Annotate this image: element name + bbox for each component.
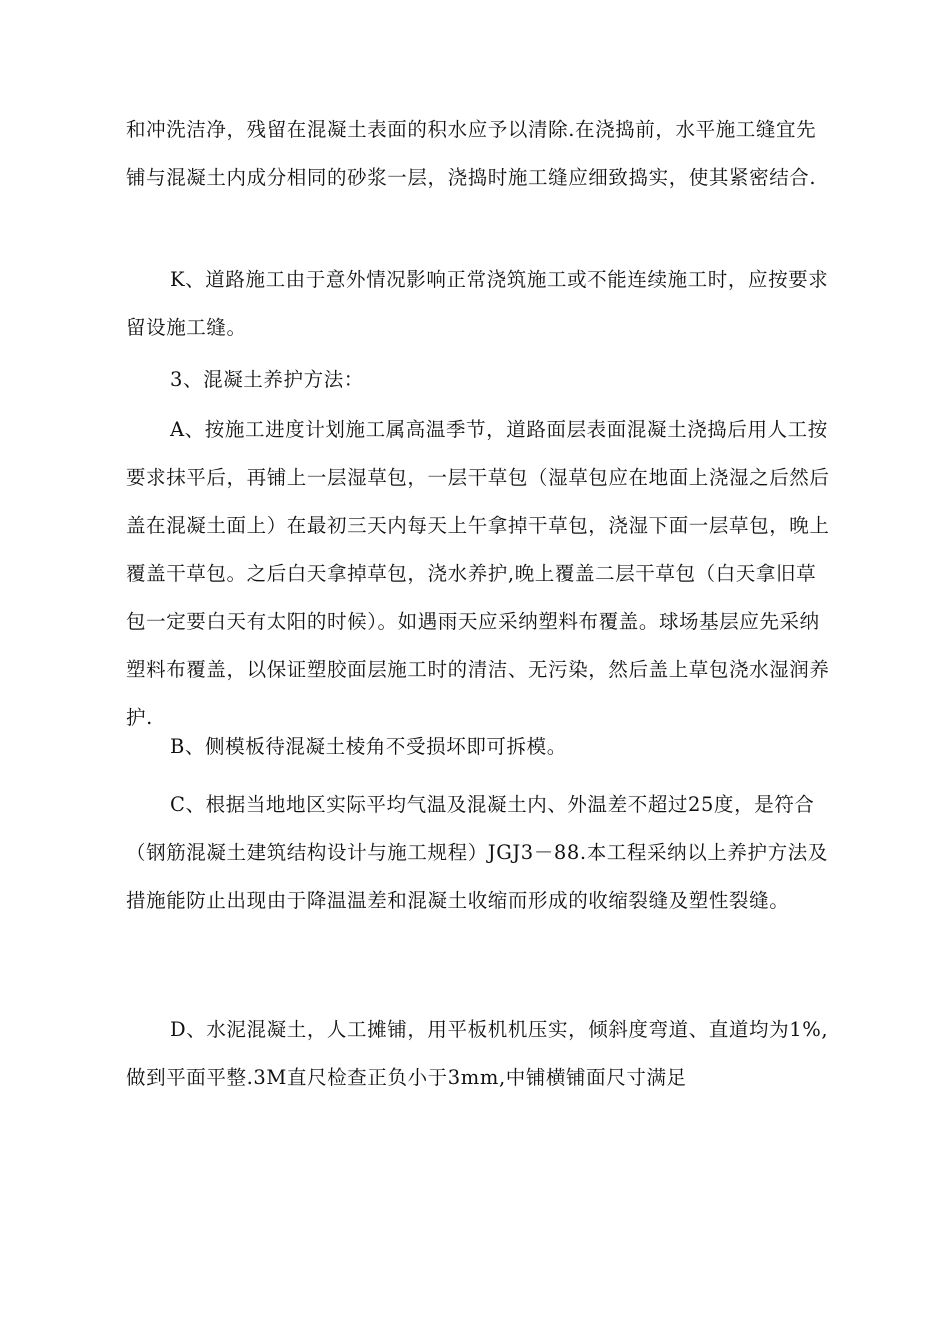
paragraph-b-formwork-removal: B、侧模板待混凝土棱角不受损坏即可拆模。 (170, 735, 567, 758)
paragraph-a-curing-procedure: A、按施工进度计划施工属高温季节，道路面层表面混凝土浇捣后用人工按要求抹平后，再铺上一层湿草包，一层干草包（湿草包应在地面上浇湿之后然后盖在混凝土面上）在最初三天内每天上午拿掉干草包，浇湿下面一层草包，晚上覆盖干草包。之后白天拿掉草包，浇水养护,晚上覆盖二层干草包（白天拿旧草包一定要白天有太阳的时候）。如遇雨天应采纳塑料布覆盖。球场基层应先采纳塑料布覆盖，以保证塑胶面层施工时的清洁、无污染，然后盖上草包浇水湿润养护. (126, 418, 830, 729)
paragraph-k-construction-joint: K、道路施工由于意外情况影响正常浇筑施工或不能连续施工时，应按要求留设施工缝。 (126, 268, 829, 339)
paragraph-d-paving-requirements: D、水泥混凝土，人工摊铺，用平板机机压实，倾斜度弯道、直道均为1%,做到平面平整.3M直尺检查正负小于3mm,中铺横铺面尺寸满足 (126, 1018, 829, 1089)
paragraph-washing-joint: 和冲洗洁净，残留在混凝土表面的积水应予以清除.在浇捣前，水平施工缝宜先铺与混凝土内成分相同的砂浆一层，浇捣时施工缝应细致捣实，使其紧密结合. (126, 118, 817, 189)
paragraph-c-temperature-standard: C、根据当地地区实际平均气温及混凝土内、外温差不超过25度，是符合（钢筋混凝土建筑结构设计与施工规程）JGJ3－88.本工程采纳以上养护方法及措施能防止出现由于降温温差和混凝土收缩而形成的收缩裂缝及塑性裂缝。 (126, 793, 828, 912)
section-heading-curing-methods: 3、混凝土养护方法： (170, 368, 364, 391)
